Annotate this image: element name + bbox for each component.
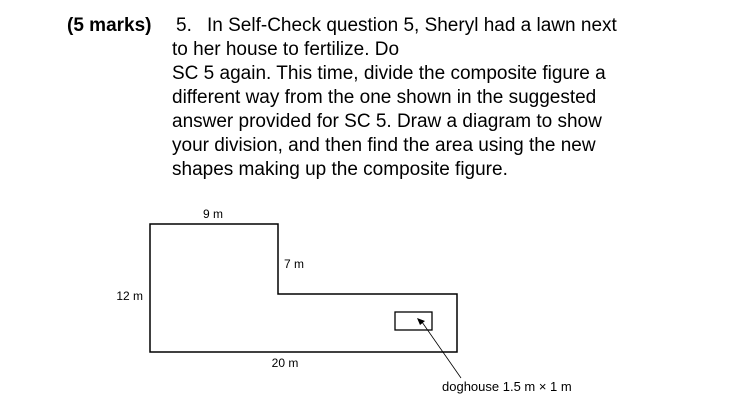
bottom-width-label: 20 m bbox=[271, 356, 299, 370]
question-line: your division, and then find the area using the new bbox=[172, 135, 596, 156]
composite-figure-outline bbox=[150, 224, 457, 352]
left-height-label: 12 m bbox=[116, 289, 143, 303]
doghouse-label: doghouse 1.5 m × 1 m bbox=[442, 379, 572, 394]
question-line: to her house to fertilize. Do bbox=[172, 39, 400, 60]
step-height-label: 7 m bbox=[284, 257, 305, 271]
question-line: SC 5 again. This time, divide the composite figure a bbox=[172, 63, 606, 84]
question-number: 5. bbox=[176, 15, 192, 36]
question-line: different way from the one shown in the suggested bbox=[172, 87, 597, 108]
doghouse-pointer-line bbox=[422, 322, 461, 378]
doghouse-rectangle bbox=[395, 312, 432, 330]
question-line: answer provided for SC 5. Draw a diagram to show bbox=[172, 111, 602, 132]
top-width-label: 9 m bbox=[202, 207, 224, 221]
question-line: In Self-Check question 5, Sheryl had a lawn next bbox=[207, 15, 617, 36]
question-line: shapes making up the composite figure. bbox=[172, 159, 508, 180]
marks-label: (5 marks) bbox=[67, 15, 152, 36]
